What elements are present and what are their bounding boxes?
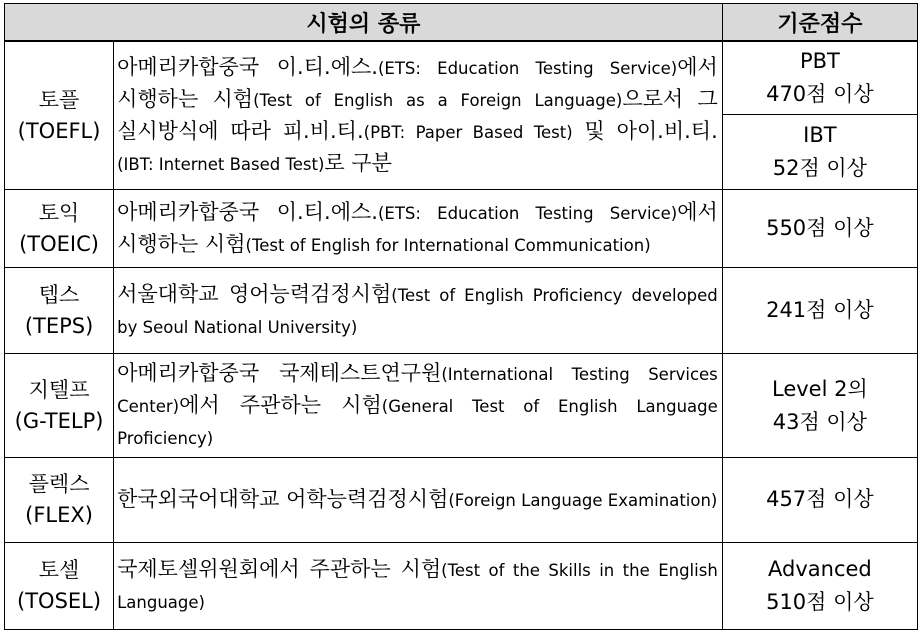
exam-abbr: (TEPS) [24,313,94,338]
exam-description: 아메리카합중국 이.티.에스.(ETS: Education Testing Service)에서 시행하는 시험(Test of English as a Foreign Language)으로서 그 실시방식에 따라 피.비.티.(PBT: Paper Based Test) 및 아이.비.티.(IBT: Internet Based Test)로 구분 [114,41,723,190]
exam-abbr: (G-TELP) [14,408,104,433]
exam-name-cell [5,542,114,629]
header-exam-type: 시험의 종류 [5,4,723,42]
score-cell: 457점 이상 [722,458,917,542]
exam-abbr: (TOSEL) [17,588,102,613]
header-row [5,4,918,42]
table-row-flex [5,458,918,542]
table-row-toefl [5,41,918,114]
exam-name: 플렉스 [28,471,90,496]
score-cell-ibt: IBT 52점 이상 [722,114,917,189]
exam-abbr: (TOEFL) [17,118,101,143]
table-row-toeic [5,190,918,268]
exam-name-cell [5,353,114,457]
exam-description: 한국외국어대학교 어학능력검정시험(Foreign Language Examination) [114,458,723,542]
exam-abbr: (TOEIC) [19,231,99,256]
exam-abbr: (FLEX) [25,502,93,527]
exam-name: 지텔프 [28,377,90,402]
score-cell: 241점 이상 [722,268,917,353]
exam-description: 서울대학교 영어능력검정시험(Test of English Proficiency developed by Seoul National University) [114,268,723,353]
score-cell-pbt: PBT 470점 이상 [722,41,917,114]
table-row-tosel [5,542,918,629]
exam-name-cell [5,190,114,268]
exam-description: 국제토셀위원회에서 주관하는 시험(Test of the Skills in the English Language) [114,542,723,629]
exam-name: 토플 [38,87,80,112]
exam-standards-table [4,3,918,630]
exam-description: 아메리카합중국 국제테스트연구원(International Testing Services Center)에서 주관하는 시험(General Test of English Language Proficiency) [114,353,723,457]
exam-name: 텝스 [38,282,80,307]
exam-name-cell [5,458,114,542]
exam-name: 토셀 [38,557,80,582]
exam-name: 토익 [38,200,80,225]
exam-name-cell [5,268,114,353]
exam-name-cell [5,41,114,190]
score-cell: Level 2의 43점 이상 [722,353,917,457]
table-row-teps [5,268,918,353]
score-cell: Advanced 510점 이상 [722,542,917,629]
table-row-gtelp [5,353,918,457]
exam-description: 아메리카합중국 이.티.에스.(ETS: Education Testing Service)에서 시행하는 시험(Test of English for International Communication) [114,190,723,268]
header-standard-score: 기준점수 [722,4,917,42]
score-cell: 550점 이상 [722,190,917,268]
